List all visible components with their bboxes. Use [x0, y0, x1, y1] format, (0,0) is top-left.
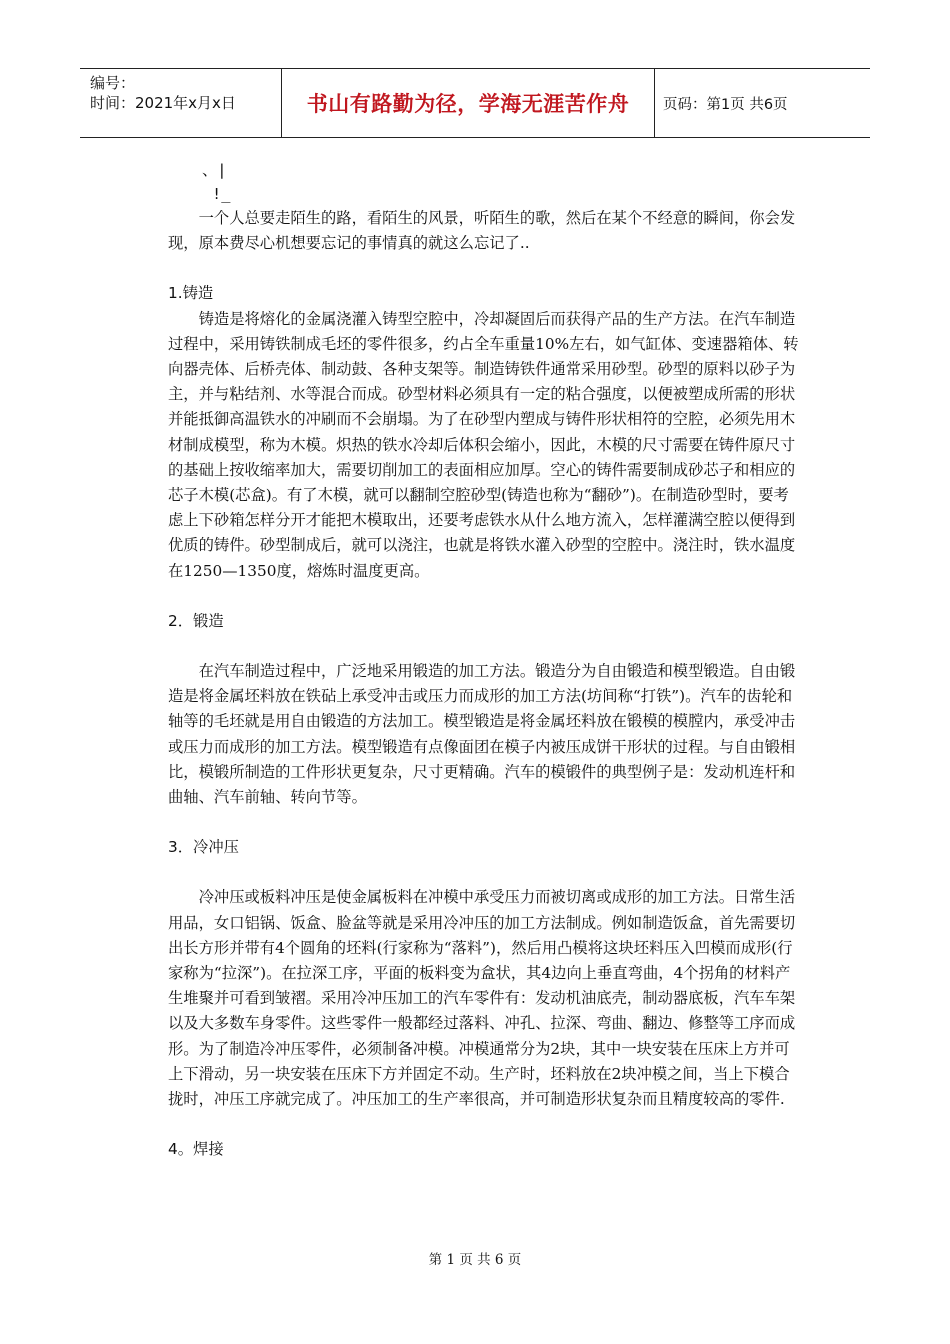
spacer [168, 634, 800, 659]
document-time-label: 时间：2021年x月x日 [90, 94, 236, 112]
header-left-cell [80, 69, 282, 137]
section-heading-casting: 1.铸造 [168, 284, 214, 303]
document-body [168, 158, 800, 1163]
spacer [168, 810, 800, 835]
section-body-casting: 铸造是将熔化的金属浇灌入铸型空腔中，冷却凝固后而获得产品的生产方法。在汽车制造过程中，采用铸铁制成毛坯的零件很多，约占全车重量10%左右，如气缸体、变速器箱体、转向器壳体、后桥壳体、制动鼓、各种支架等。制造铸铁件通常采用砂型。砂型的原料以砂子为主，并与粘结剂、水等混合而成。砂型材料必须具有一定的粘合强度，以便被塑成所需的形状并能抵御高温铁水的冲刷而不会崩塌。为了在砂型内塑成与铸件形状相符的空腔，必须先用木材制成模型，称为木模。炽热的铁水冷却后体积会缩小，因此，木模的尺寸需要在铸件原尺寸的基础上按收缩率加大，需要切削加工的表面相应加厚。空心的铸件需要制成砂芯子和相应的芯子木模(芯盒)。有了木模，就可以翻制空腔砂型(铸造也称为“翻砂”)。在制造砂型时，要考虑上下砂箱怎样分开才能把木模取出，还要考虑铁水从什么地方流入，怎样灌满空腔以便得到优质的铸件。砂型制成后，就可以浇注，也就是将铁水灌入砂型的空腔中。浇注时，铁水温度在1250—1350度，熔炼时温度更高。 [168, 309, 799, 580]
header-page-info: 页码：第1页 共6页 [663, 96, 788, 113]
section-heading-stamping: 3．冷冲压 [168, 838, 239, 857]
stray-mark-line-1: 、| [202, 161, 227, 179]
stray-mark-line-2: !_ [212, 185, 231, 203]
page-footer: 第 1 页 共 6 页 [428, 1252, 522, 1268]
spacer [168, 1112, 800, 1137]
spacer [168, 584, 800, 609]
section-heading-forging: 2．锻造 [168, 611, 224, 630]
header-table [80, 68, 870, 138]
spacer [168, 256, 800, 281]
intro-paragraph: 一个人总要走陌生的路，看陌生的风景，听陌生的歌，然后在某个不经意的瞬间，你会发现，原本费尽心机想要忘记的事情真的就这么忘记了.. [168, 209, 796, 253]
spacer [168, 860, 800, 885]
section-body-forging: 在汽车制造过程中，广泛地采用锻造的加工方法。锻造分为自由锻造和模型锻造。自由锻造是将金属坯料放在铁砧上承受冲击或压力而成形的加工方法(坊间称“打铁”)。汽车的齿轮和轴等的毛坯就是用自由锻造的方法加工。模型锻造是将金属坯料放在锻模的模膛内，承受冲击或压力而成形的加工方法。模型锻造有点像面团在模子内被压成饼干形状的过程。与自由锻相比，模锻所制造的工件形状更复杂，尺寸更精确。汽车的模锻件的典型例子是：发动机连杆和曲轴、汽车前轴、转向节等。 [168, 662, 796, 807]
header-motto: 书山有路勤为径，学海无涯苦作舟 [282, 69, 655, 137]
document-number-label: 编号： [90, 74, 136, 92]
section-body-stamping: 冷冲压或板料冲压是使金属板料在冲模中承受压力而被切离或成形的加工方法。日常生活用品，女口铝锅、饭盒、脸盆等就是采用冷冲压的加工方法制成。例如制造饭盒，首先需要切出长方形并带有4个圆角的坯料(行家称为“落料”)，然后用凸模将这块坯料压入凹模而成形(行家称为“拉深”)。在拉深工序，平面的板料变为盒状，其4边向上垂直弯曲，4个拐角的材料产生堆聚并可看到皱褶。采用冷冲压加工的汽车零件有：发动机油底壳，制动器底板，汽车车架以及大多数车身零件。这些零件一般都经过落料、冲孔、拉深、弯曲、翻边、修整等工序而成形。为了制造冷冲压零件，必须制备冲模。冲模通常分为2块，其中一块安装在压床上方并可上下滑动，另一块安装在压床下方并固定不动。生产时，坯料放在2块冲模之间，当上下模合拢时，冲压工序就完成了。冲压加工的生产率很高，并可制造形状复杂而且精度较高的零件. [168, 888, 796, 1109]
section-heading-welding: 4。焊接 [168, 1140, 224, 1159]
